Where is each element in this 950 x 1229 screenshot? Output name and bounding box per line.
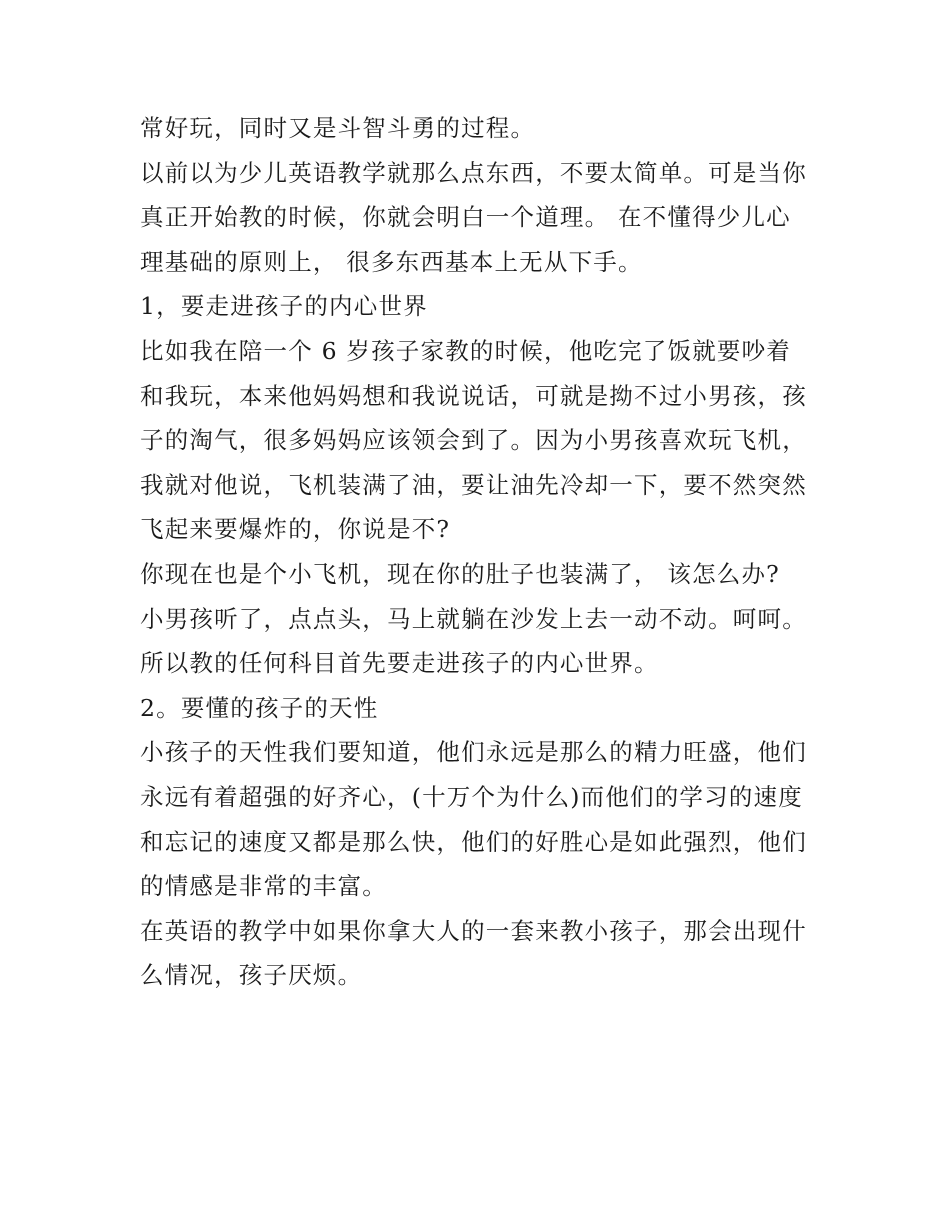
paragraph-teaching: 在英语的教学中如果你拿大人的一套来教小孩子，那会出现什么情况，孩子厌烦。 xyxy=(140,916,807,990)
paragraph-example-continued: 你现在也是个小飞机，现在你的肚子也装满了， 该怎么办? 小男孩听了，点点头，马上就躺在沙发上去一动不动。呵呵。所以教的任何科目首先要走进孩子的内心世界。 xyxy=(140,559,807,678)
document-body xyxy=(140,106,812,998)
paragraph-continuation: 常好玩，同时又是斗智斗勇的过程。 xyxy=(140,114,536,142)
paragraph-example: 比如我在陪一个 6 岁孩子家教的时候，他吃完了饭就要吵着和我玩，本来他妈妈想和我说说话，可就是拗不过小男孩，孩子的淘气，很多妈妈应该领会到了。因为小男孩喜欢玩飞机，我就对他说，飞机装满了油，要让油先冷却一下，要不然突然飞起来要爆炸的，你说是不? xyxy=(140,336,807,544)
paragraph-nature: 小孩子的天性我们要知道，他们永远是那么的精力旺盛，他们永远有着超强的好齐心，(十万个为什么)而他们的学习的速度和忘记的速度又都是那么快，他们的好胜心是如此强烈，他们的情感是非常的丰富。 xyxy=(140,738,807,901)
section-heading-2: 2。要懂的孩子的天性 xyxy=(140,693,379,722)
section-heading-1: 1，要走进孩子的内心世界 xyxy=(140,292,428,321)
paragraph-intro: 以前以为少儿英语教学就那么点东西，不要太简单。可是当你真正开始教的时候，你就会明白一个道理。 在不懂得少儿心理基础的原则上， 很多东西基本上无从下手。 xyxy=(140,158,807,276)
